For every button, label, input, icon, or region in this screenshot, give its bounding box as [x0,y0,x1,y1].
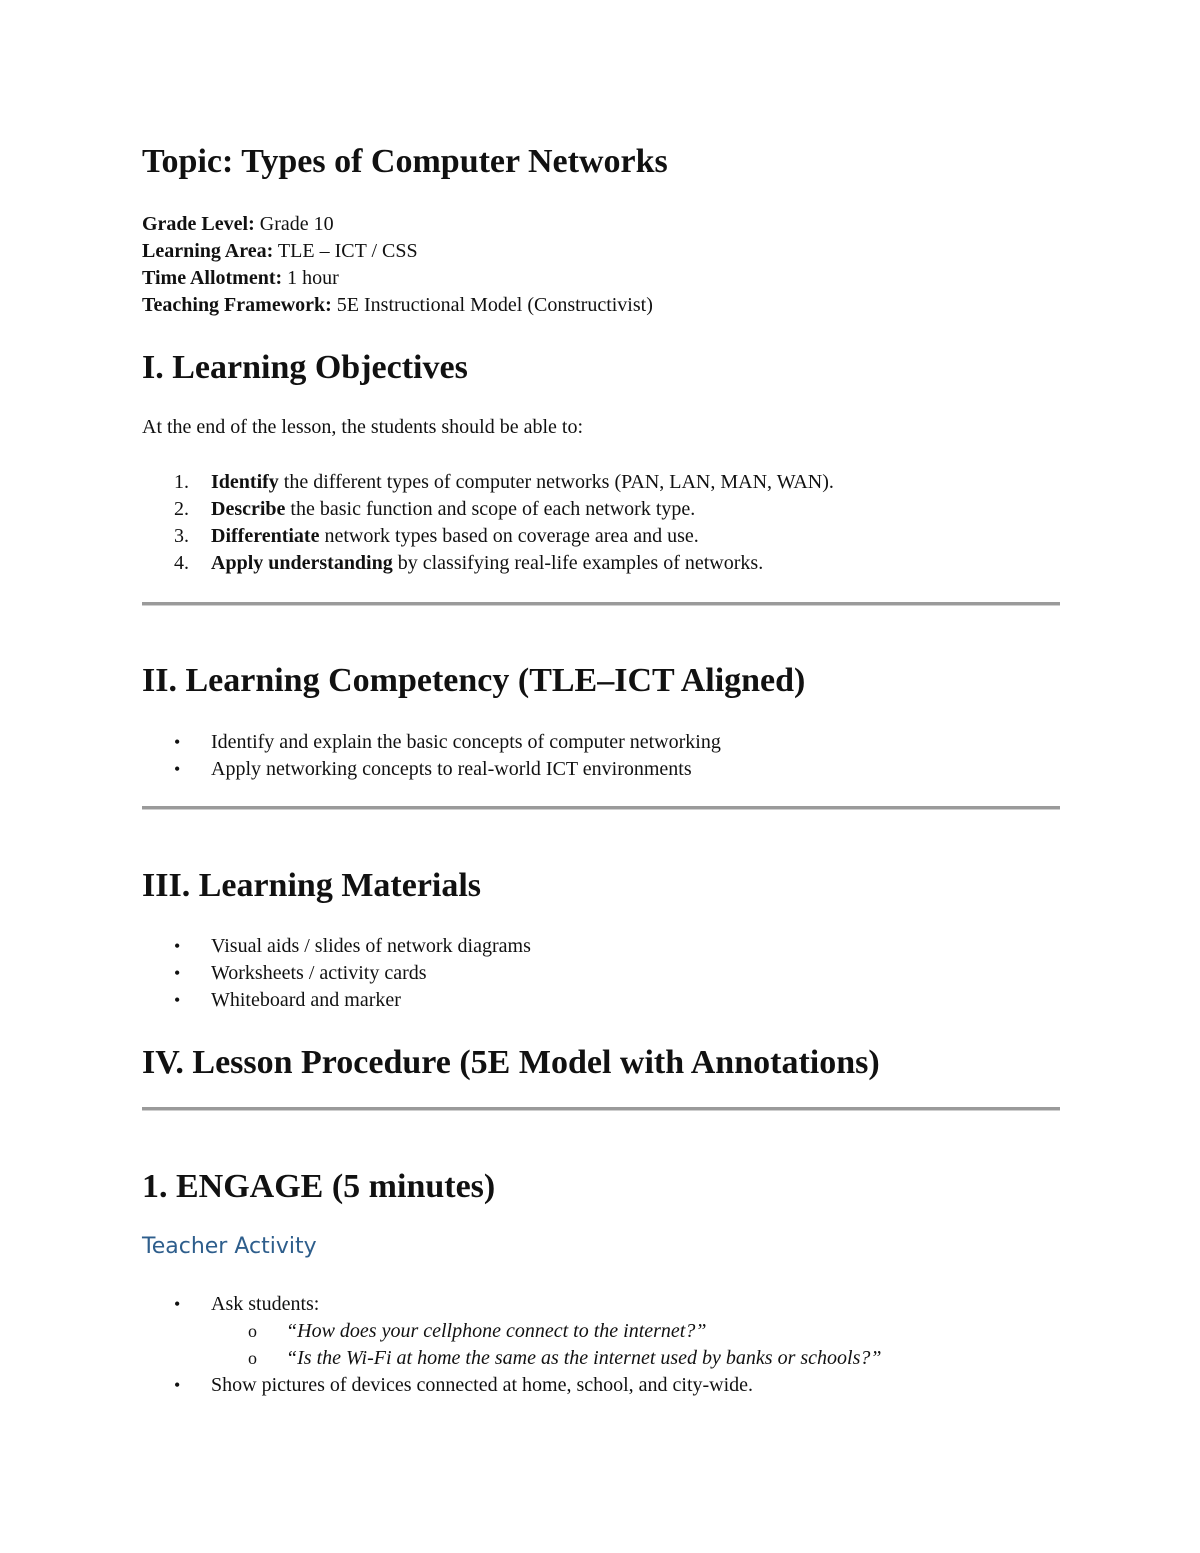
engage-list [142,1291,882,1399]
list-item: • Show pictures of devices connected at home, school, and city-wide. [142,1372,882,1399]
bullet-icon: • [174,936,181,956]
list-item: o “Is the Wi-Fi at home the same as the internet used by banks or schools?” [142,1345,882,1372]
circle-bullet-icon: o [248,1348,257,1368]
engage-heading: 1. ENGAGE (5 minutes) [142,1168,496,1205]
materials-list [142,933,531,1014]
bullet-icon: • [174,1375,181,1395]
objectives-heading: I. Learning Objectives [142,349,468,386]
competency-list [142,729,721,783]
lesson-meta [142,211,653,319]
engage-questions-list [211,1318,882,1372]
horizontal-divider [142,602,1060,606]
bullet-icon: • [174,1294,181,1314]
list-item: • Ask students: o “How does your cellphone connect to the internet?” o “Is the Wi-Fi at home the same as the internet used by banks or schools?” [142,1291,882,1372]
circle-bullet-icon: o [248,1321,257,1341]
materials-heading: III. Learning Materials [142,867,482,904]
list-item: o “How does your cellphone connect to the internet?” [142,1318,882,1345]
list-item: • Identify and explain the basic concepts of computer networking [142,729,721,756]
list-item: 2. Describe the basic function and scope of each network type. [174,498,696,520]
page-title: Topic: Types of Computer Networks [142,143,668,180]
teacher-activity-subheading: Teacher Activity [142,1234,317,1259]
meta-time-allotment: Time Allotment: 1 hour [142,267,339,289]
meta-teaching-framework: Teaching Framework: 5E Instructional Model (Constructivist) [142,294,653,316]
objectives-intro: At the end of the lesson, the students should be able to: [142,416,584,438]
meta-learning-area: Learning Area: TLE – ICT / CSS [142,240,418,262]
bullet-icon: • [174,990,181,1010]
objectives-list [142,469,834,577]
horizontal-divider [142,1107,1060,1111]
list-item: 1. Identify the different types of computer networks (PAN, LAN, MAN, WAN). [174,471,834,493]
list-item: 3. Differentiate network types based on coverage area and use. [174,525,699,547]
meta-grade-level: Grade Level: Grade 10 [142,213,334,235]
list-item: • Apply networking concepts to real-world ICT environments [142,756,721,783]
competency-heading: II. Learning Competency (TLE–ICT Aligned) [142,662,806,699]
bullet-icon: • [174,732,181,752]
list-item: 4. Apply understanding by classifying real-life examples of networks. [174,552,764,574]
list-item: • Whiteboard and marker [142,987,531,1014]
list-item: • Visual aids / slides of network diagrams [142,933,531,960]
procedure-heading: IV. Lesson Procedure (5E Model with Annotations) [142,1044,880,1081]
list-item: • Worksheets / activity cards [142,960,531,987]
bullet-icon: • [174,759,181,779]
bullet-icon: • [174,963,181,983]
horizontal-divider [142,806,1060,810]
